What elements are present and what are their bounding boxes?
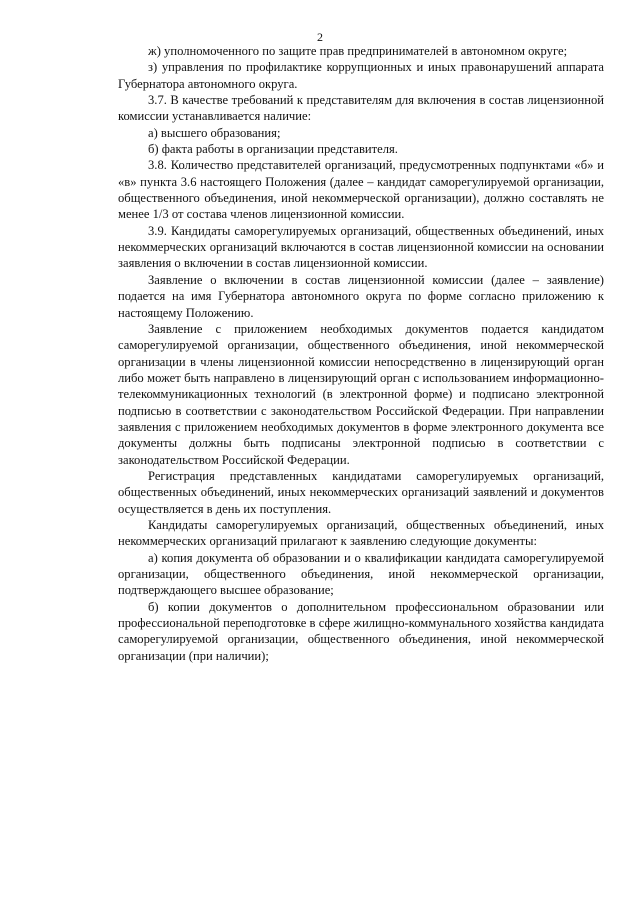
paragraph-doc-b-additional-education: б) копии документов о дополнительном профессиональном образовании или профессиональной переподготовке в сфере жилищно-коммунального хозяйства кандидата саморегулируемой организации, общественного объединения, иной некоммерческой организации (при наличии); <box>118 599 604 663</box>
paragraph-3-8: 3.8. Количество представителей организаций, предусмотренных подпунктами «б» и «в» пункта 3.6 настоящего Положения (далее – кандидат саморегулируемой организации, общественного объединения, иной некоммерческой организации), должно составлять не менее 1/3 от состава членов лицензионной комиссии. <box>118 158 604 222</box>
page-number: 2 <box>317 30 323 44</box>
paragraph-registration: Регистрация представленных кандидатами саморегулируемых организаций, общественных объединений, иных некоммерческих организаций заявлений и документов осуществляется в день их поступления. <box>118 468 604 516</box>
paragraph-3-7: 3.7. В качестве требований к представителям для включения в состав лицензионной комиссии устанавливается наличие: <box>118 93 604 124</box>
paragraph-item-zh: ж) уполномоченного по защите прав предпринимателей в автономном округе; <box>148 44 568 58</box>
paragraph-required-documents: Кандидаты саморегулируемых организаций, общественных объединений, иных некоммерческих организаций прилагают к заявлению следующие документы: <box>118 517 604 549</box>
paragraph-application-definition: Заявление о включении в состав лицензионной комиссии (далее – заявление) подается на имя Губернатора автономного округа по форме согласно приложению к настоящему Положению. <box>118 272 604 320</box>
paragraph-item-a-education: а) высшего образования; <box>148 125 281 140</box>
paragraph-application-submission: Заявление с приложением необходимых документов подается кандидатом саморегулируемой организации, общественного объединения, иной некоммерческой организации в члены лицензионной комиссии непосредственно в лицензирующий орган либо может быть направлено в лицензирующий орган с использованием информационно-телекоммуникационных технологий (в электронной форме) и подписано электронной подписью в соответствии с законодательством Российской Федерации. При направлении заявления с приложением необходимых документов в форме электронного документа все документы должны быть подписаны электронной подписью в соответствии с законодательством Российской Федерации. <box>118 321 604 467</box>
document-body <box>118 43 604 664</box>
paragraph-doc-a-diploma: а) копия документа об образовании и о квалификации кандидата саморегулируемой организации, общественного объединения, иной некоммерческой организации, подтверждающего высшее образование; <box>118 550 604 598</box>
paragraph-item-b-work: б) факта работы в организации представителя. <box>148 142 398 157</box>
paragraph-3-9: 3.9. Кандидаты саморегулируемых организаций, общественных объединений, иных некоммерческих организаций включаются в состав лицензионной комиссии на основании заявления о включении в состав лицензионной комиссии. <box>118 223 604 271</box>
paragraph-item-z: з) управления по профилактике коррупционных и иных правонарушений аппарата Губернатора автономного округа. <box>118 60 604 91</box>
